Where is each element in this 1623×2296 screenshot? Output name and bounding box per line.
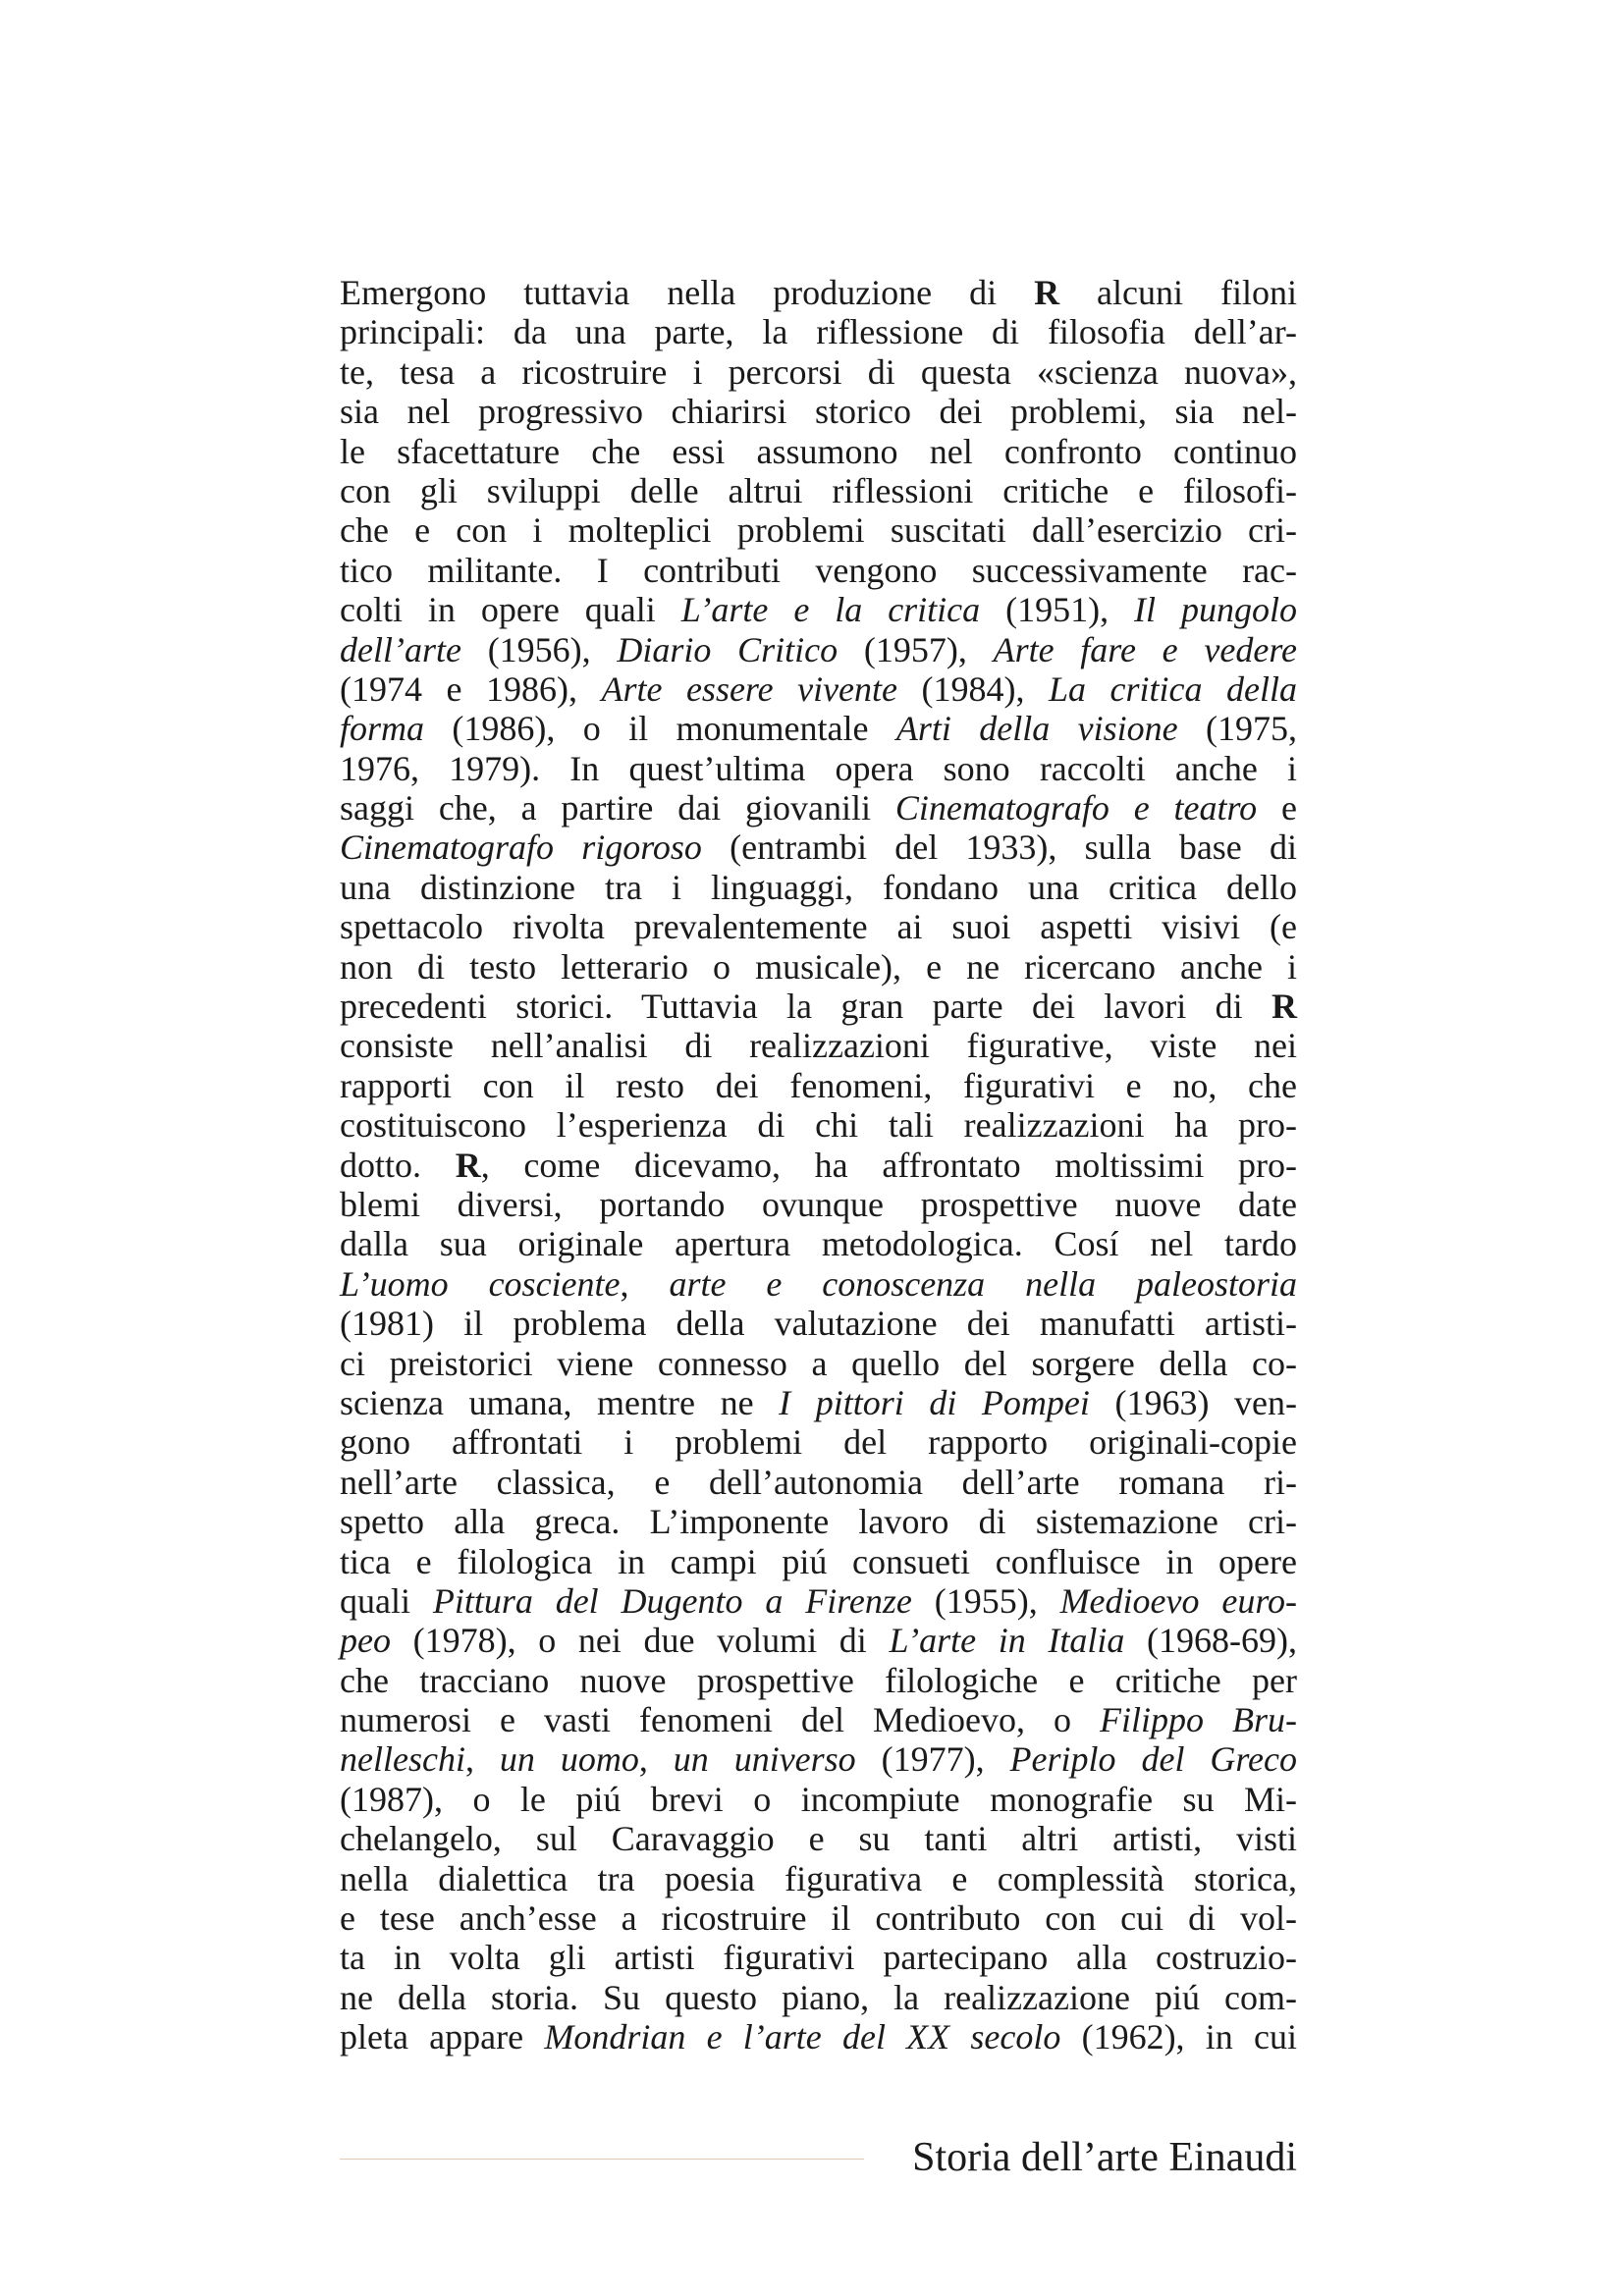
text-line [340, 2017, 1297, 2056]
text-run: nella dialettica tra poesia figurativa e complessità storica, [340, 1858, 1297, 1898]
text-run: numerosi e vasti fenomeni del Medioevo, o [340, 1700, 1100, 1740]
text-line [340, 1898, 1297, 1938]
text-line [340, 1859, 1297, 1898]
italic-title: Il pungolo [1134, 590, 1297, 630]
text-line [340, 1780, 1297, 1819]
italic-title: forma [340, 709, 425, 749]
text-line [340, 1739, 1297, 1779]
text-run: costituiscono l’esperienza di chi tali realizzazioni ha pro- [340, 1105, 1297, 1146]
text-run: (1981) il problema della valutazione dei manufatti artisti- [340, 1304, 1297, 1344]
text-run: (1984), [897, 668, 1049, 709]
text-line [340, 1502, 1297, 1541]
text-line [340, 1344, 1297, 1383]
body-text [340, 273, 1297, 2057]
text-run: (1977), [855, 1739, 1010, 1780]
italic-title: L’arte e la critica [680, 590, 981, 630]
text-run: , come dicevamo, ha affrontato moltissimi pro- [480, 1145, 1297, 1185]
text-line [340, 1224, 1297, 1263]
text-run: , [638, 1739, 674, 1780]
text-line [340, 788, 1297, 828]
text-run: scienza umana, mentre ne [340, 1382, 780, 1422]
text-line [340, 1542, 1297, 1581]
text-run: consiste nell’analisi di realizzazioni figurative, viste nei [340, 1026, 1297, 1066]
text-run: ci preistorici viene connesso a quello del sorgere della co- [340, 1343, 1297, 1383]
italic-title: Mondrian e l’arte del XX secolo [544, 2017, 1061, 2057]
text-line [340, 1978, 1297, 2017]
text-run: (1955), [911, 1580, 1060, 1621]
italic-title: Periplo del Greco [1009, 1739, 1298, 1780]
text-run: spetto alla greca. L’imponente lavoro di sistemazione cri- [340, 1502, 1297, 1542]
italic-title: L’arte in Italia [889, 1621, 1125, 1661]
text-line [340, 432, 1297, 471]
text-line [340, 510, 1297, 550]
text-run: non di testo letterario o musicale), e ne ricercano anche i [340, 946, 1297, 987]
text-run: (1957), [838, 629, 994, 669]
text-run: (1963) ven- [1089, 1382, 1298, 1422]
text-run: precedenti storici. Tuttavia la gran parte dei lavori di [340, 987, 1271, 1027]
text-run: tico militante. I contributi vengono successivamente rac- [340, 550, 1297, 590]
text-run: gono affrontati i problemi del rapporto originali-copie [340, 1422, 1297, 1463]
text-run: che e con i molteplici problemi suscitati dall’esercizio cri- [340, 510, 1297, 551]
text-line [340, 1264, 1297, 1304]
italic-title: peo [340, 1621, 391, 1661]
text-line [340, 907, 1297, 946]
text-run: le sfacettature che essi assumono nel confronto continuo [340, 431, 1297, 471]
text-line [340, 828, 1297, 867]
text-run: e tese anch’esse a ricostruire il contributo con cui di vol- [340, 1898, 1297, 1939]
text-line [340, 1066, 1297, 1105]
text-line [340, 471, 1297, 510]
text-run: ne della storia. Su questo piano, la realizzazione piú com- [340, 1977, 1297, 2017]
italic-title: un universo [673, 1739, 856, 1780]
text-run: principali: da una parte, la riflessione di filosofia dell’ar- [340, 312, 1297, 352]
text-run: e [1257, 788, 1297, 828]
text-run: rapporti con il resto dei fenomeni, figurativi e no, che [340, 1065, 1297, 1105]
italic-title: I pittori di Pompei [779, 1382, 1090, 1422]
text-run: quali [340, 1580, 433, 1621]
text-run: colti in opere quali [340, 590, 681, 630]
italic-title: Diario Critico [617, 629, 839, 669]
italic-title: Cinematografo rigoroso [340, 828, 702, 868]
text-run: (1987), o le piú brevi o incompiute monografie su Mi- [340, 1779, 1297, 1819]
text-run: chelangelo, sul Caravaggio e su tanti altri artisti, visti [340, 1819, 1297, 1859]
text-line [340, 1661, 1297, 1700]
text-run: 1976, 1979). In quest’ultima opera sono raccolti anche i [340, 748, 1297, 788]
text-run: , [620, 1263, 670, 1304]
text-line [340, 749, 1297, 788]
italic-title: Arte fare e vedere [993, 629, 1297, 669]
bold-initial: R [455, 1145, 481, 1185]
italic-title: un uomo [499, 1739, 639, 1780]
text-line [340, 1185, 1297, 1224]
text-line [340, 551, 1297, 590]
text-line [340, 669, 1297, 709]
text-run: saggi che, a partire dai giovanili [340, 788, 895, 828]
text-run: con gli sviluppi delle altrui riflessioni critiche e filosofi- [340, 470, 1297, 510]
text-line [340, 1463, 1297, 1502]
text-line [340, 1026, 1297, 1065]
text-line [340, 1700, 1297, 1739]
text-run: (1956), [460, 629, 618, 669]
text-run: sia nel progressivo chiarirsi storico dei problemi, sia nel- [340, 392, 1297, 432]
italic-title: Pittura del Dugento a Firenze [432, 1580, 912, 1621]
text-line [340, 709, 1297, 748]
italic-title: Arti della visione [895, 709, 1178, 749]
text-run: (1975, [1177, 709, 1297, 749]
italic-title: L’uomo cosciente [340, 1263, 621, 1304]
italic-title: Filippo Bru- [1100, 1700, 1298, 1740]
text-line [340, 312, 1297, 351]
text-run: (1951), [980, 590, 1135, 630]
text-run: ta in volta gli artisti figurativi partecipano alla costruzio- [340, 1938, 1297, 1978]
text-line [340, 630, 1297, 669]
text-run: spettacolo rivolta prevalentemente ai suoi aspetti visivi (e [340, 907, 1297, 947]
text-line [340, 392, 1297, 431]
text-run: alcuni filoni [1059, 273, 1297, 312]
text-line [340, 1938, 1297, 1977]
text-run: (entrambi del 1933), sulla base di [701, 828, 1297, 868]
italic-title: arte e conoscenza nella paleostoria [669, 1263, 1297, 1304]
text-run: blemi diversi, portando ovunque prospettive nuove date [340, 1184, 1297, 1224]
text-line [340, 273, 1297, 312]
text-line [340, 987, 1297, 1026]
text-line [340, 1621, 1297, 1660]
text-line [340, 1304, 1297, 1343]
text-line [340, 947, 1297, 987]
text-line [340, 1819, 1297, 1858]
text-line [340, 1146, 1297, 1185]
text-run: Emergono tuttavia nella produzione di [340, 273, 1035, 312]
italic-title: La critica della [1049, 668, 1297, 709]
text-line [340, 1105, 1297, 1145]
text-run: dalla sua originale apertura metodologica. Cosí nel tardo [340, 1224, 1297, 1264]
text-line [340, 352, 1297, 392]
text-run: (1986), o il monumentale [424, 709, 896, 749]
text-run: , [464, 1739, 500, 1780]
text-run: (1974 e 1986), [340, 668, 602, 709]
italic-title: Arte essere vivente [601, 668, 898, 709]
text-run: te, tesa a ricostruire i percorsi di questa «scienza nuova», [340, 351, 1297, 392]
text-run: nell’arte classica, e dell’autonomia dell’arte romana ri- [340, 1462, 1297, 1502]
text-run: tica e filologica in campi piú consueti confluisce in opere [340, 1541, 1297, 1581]
text-run: (1978), o nei due volumi di [390, 1621, 890, 1661]
text-run: che tracciano nuove prospettive filologiche e critiche per [340, 1660, 1297, 1700]
text-run: (1962), in cui [1060, 2017, 1297, 2057]
text-run: dotto. [340, 1145, 456, 1185]
text-run: una distinzione tra i linguaggi, fondano una critica dello [340, 867, 1297, 907]
text-line [340, 1422, 1297, 1462]
footer-rule [340, 2159, 864, 2160]
text-line [340, 590, 1297, 629]
footer-title: Storia dell’arte Einaudi [912, 2135, 1297, 2180]
italic-title: Medioevo euro- [1059, 1580, 1297, 1621]
bold-initial: R [1034, 273, 1060, 312]
italic-title: nelleschi [340, 1739, 465, 1780]
text-line [340, 1383, 1297, 1422]
text-run: (1968-69), [1124, 1621, 1297, 1661]
text-line [340, 1581, 1297, 1621]
text-run: pleta appare [340, 2017, 545, 2057]
italic-title: Cinematografo e teatro [894, 788, 1258, 828]
italic-title: dell’arte [340, 629, 461, 669]
text-line [340, 868, 1297, 907]
bold-initial: R [1271, 987, 1297, 1027]
